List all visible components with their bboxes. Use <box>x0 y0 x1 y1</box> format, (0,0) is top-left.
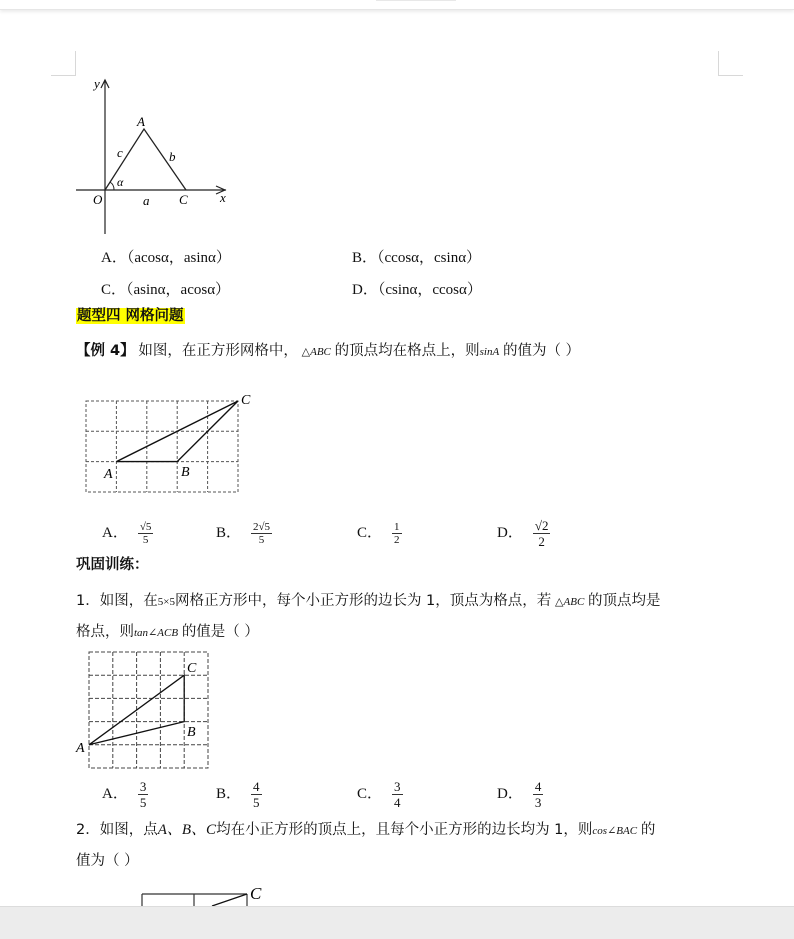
ex4-option-c: C． $\frac{1}{2}$ <box>357 520 400 546</box>
segment-to-c <box>212 894 247 906</box>
figure-grid-example4 <box>80 390 270 500</box>
label-b: B <box>187 725 196 740</box>
fraction: $\frac{3}{4}$ <box>394 778 401 810</box>
option-c: C．（asinα，acosα） <box>101 282 231 298</box>
option-b: B．（ccosα，csinα） <box>352 250 482 266</box>
label-c: C <box>250 884 262 903</box>
q1-option-c: C． $\frac{3}{4}$ <box>357 778 401 810</box>
label-side-c: c <box>117 145 123 160</box>
label-y: y <box>94 76 100 91</box>
fraction: $\frac{4}{3}$ <box>534 778 542 810</box>
figure-grid-q2 <box>130 880 280 906</box>
q2-line1: 2．如图，点A、B、C均在小正方形的顶点上，且每个小正方形的边长均为 1，则cos∠BAC 的 <box>76 822 656 838</box>
q1-option-d: D． $\frac{4}{3}$ <box>497 778 542 810</box>
fraction: $\frac{3}{5}$ <box>139 778 147 810</box>
q1-line2: 格点，则tan∠ACB 的值是（ ） <box>76 624 259 640</box>
fraction: $\frac{2√5}{5}$ <box>253 520 271 546</box>
example4-question: 【例 4】 如图，在正方形网格中， △ABC 的顶点均在格点上，则sinA 的值为（ ） <box>76 343 581 359</box>
example-tag: 【例 4】 <box>76 343 135 359</box>
label-vertex-a: A <box>137 114 145 129</box>
q2-line2: 值为（ ） <box>76 853 139 869</box>
label-vertex-c: C <box>179 192 188 207</box>
ex4-option-a: A． $\frac{√5}{5}$ <box>102 520 152 546</box>
option-a: A．（acosα，asinα） <box>101 250 231 266</box>
ex4-option-b: B． $\frac{2√5}{5}$ <box>216 520 271 546</box>
practice-heading: 巩固训练： <box>76 557 149 573</box>
figure-coordinate-triangle <box>70 72 240 238</box>
bottom-status-area <box>0 906 794 939</box>
fraction: $\frac{4}{5}$ <box>253 778 260 810</box>
fraction: $\frac{√2}{2}$ <box>534 517 549 549</box>
label-b: B <box>181 465 190 480</box>
page-corner-mark-right <box>718 51 743 76</box>
window-top-bar <box>0 0 794 10</box>
angle-arc <box>110 182 114 190</box>
label-origin: O <box>93 192 103 207</box>
label-a: A <box>104 467 113 482</box>
label-x: x <box>220 190 226 205</box>
fraction: $\frac{√5}{5}$ <box>139 520 152 546</box>
ex4-option-d: D． $\frac{√2}{2}$ <box>497 517 549 549</box>
q1-line1: 1．如图，在5×5网格正方形中，每个小正方形的边长为 1，顶点为格点，若 △ABC 的顶点均是 <box>76 593 661 609</box>
figure-grid-q1 <box>74 648 214 773</box>
label-angle-alpha: α <box>117 175 124 189</box>
top-tab-indicator <box>376 0 456 1</box>
label-c: C <box>241 393 251 408</box>
label-a: A <box>76 741 85 756</box>
label-side-b: b <box>169 149 176 164</box>
section-heading: 题型四 网格问题 <box>77 308 184 324</box>
option-d: D．（csinα，ccosα） <box>352 282 482 298</box>
fraction: $\frac{1}{2}$ <box>394 520 400 546</box>
label-c: C <box>187 661 197 676</box>
q1-option-b: B． $\frac{4}{5}$ <box>216 778 260 810</box>
q1-option-a: A． $\frac{3}{5}$ <box>102 778 147 810</box>
label-side-a: a <box>143 193 150 208</box>
